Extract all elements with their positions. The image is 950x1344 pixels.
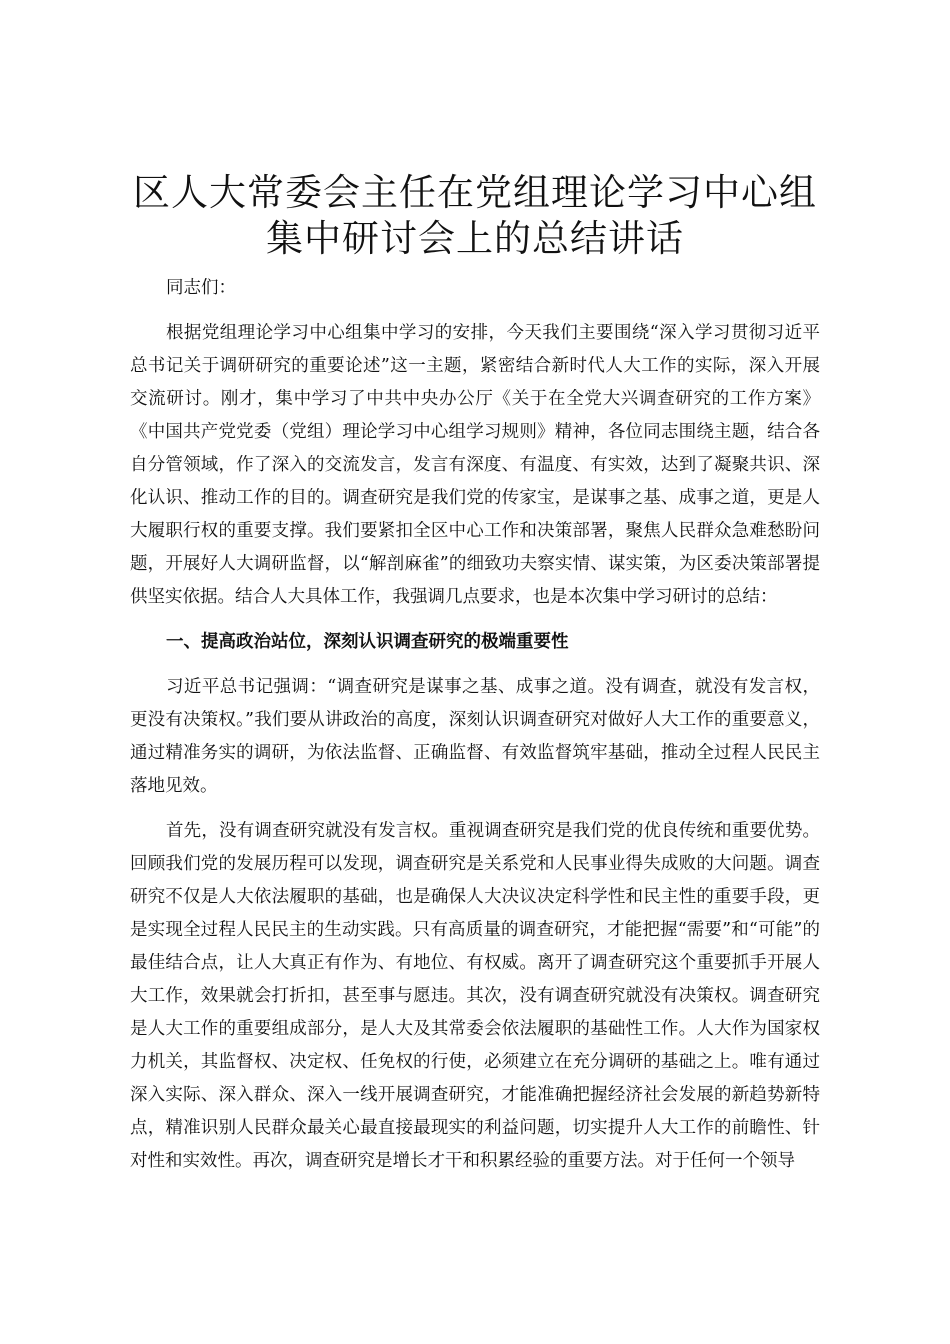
document-page (130, 170, 820, 1178)
section-1-heading: 一、提高政治站位，深刻认识调查研究的极端重要性 (166, 632, 569, 652)
intro-paragraph: 根据党组理论学习中心组集中学习的安排，今天我们主要围绕“深入学习贯彻习近平总书记关于调研研究的重要论述”这一主题，紧密结合新时代人大工作的实际，深入开展交流研讨。刚才，集中学习了中共中央办公厅《关于在全党大兴调查研究的工作方案》《中国共产党党委（党组）理论学习中心组学习规则》精神，各位同志围绕主题，结合各自分管领域，作了深入的交流发言，发言有深度、有温度、有实效，达到了凝聚共识、深化认识、推动工作的目的。调查研究是我们党的传家宝，是谋事之基、成事之道，更是人大履职行权的重要支撑。我们要紧扣全区中心工作和决策部署，聚焦人民群众急难愁盼问题，开展好人大调研监督，以“解剖麻雀”的细致功夫察实情、谋实策，为区委决策部署提供坚实依据。结合人大具体工作，我强调几点要求，也是本次集中学习研讨的总结： (130, 323, 820, 607)
section-1-paragraph-2: 首先，没有调查研究就没有发言权。重视调查研究是我们党的优良传统和重要优势。回顾我们党的发展历程可以发现，调查研究是关系党和人民事业得失成败的大问题。调查研究不仅是人大依法履职的基础，也是确保人大决议决定科学性和民主性的重要手段，更是实现全过程人民民主的生动实践。只有高质量的调查研究，才能把握“需要”和“可能”的最佳结合点，让人大真正有作为、有地位、有权威。离开了调查研究这个重要抓手开展人大工作，效果就会打折扣，甚至事与愿违。其次，没有调查研究就没有决策权。调查研究是人大工作的重要组成部分，是人大及其常委会依法履职的基础性工作。人大作为国家权力机关，其监督权、决定权、任免权的行使，必须建立在充分调研的基础之上。唯有通过深入实际、深入群众、深入一线开展调查研究，才能准确把握经济社会发展的新趋势新特点，精准识别人民群众最关心最直接最现实的利益问题，切实提升人大工作的前瞻性、针对性和实效性。再次，调查研究是增长才干和积累经验的重要方法。对于任何一个领导 (130, 821, 820, 1171)
document-title: 区人大常委会主任在党组理论学习中心组集中研讨会上的总结讲话 (133, 171, 817, 260)
section-1-paragraph-1: 习近平总书记强调：“调查研究是谋事之基、成事之道。没有调查，就没有发言权，更没有决策权。”我们要从讲政治的高度，深刻认识调查研究对做好人大工作的重要意义，通过精准务实的调研，为依法监督、正确监督、有效监督筑牢基础，推动全过程人民民主落地见效。 (130, 677, 820, 796)
salutation: 同志们： (166, 278, 236, 298)
